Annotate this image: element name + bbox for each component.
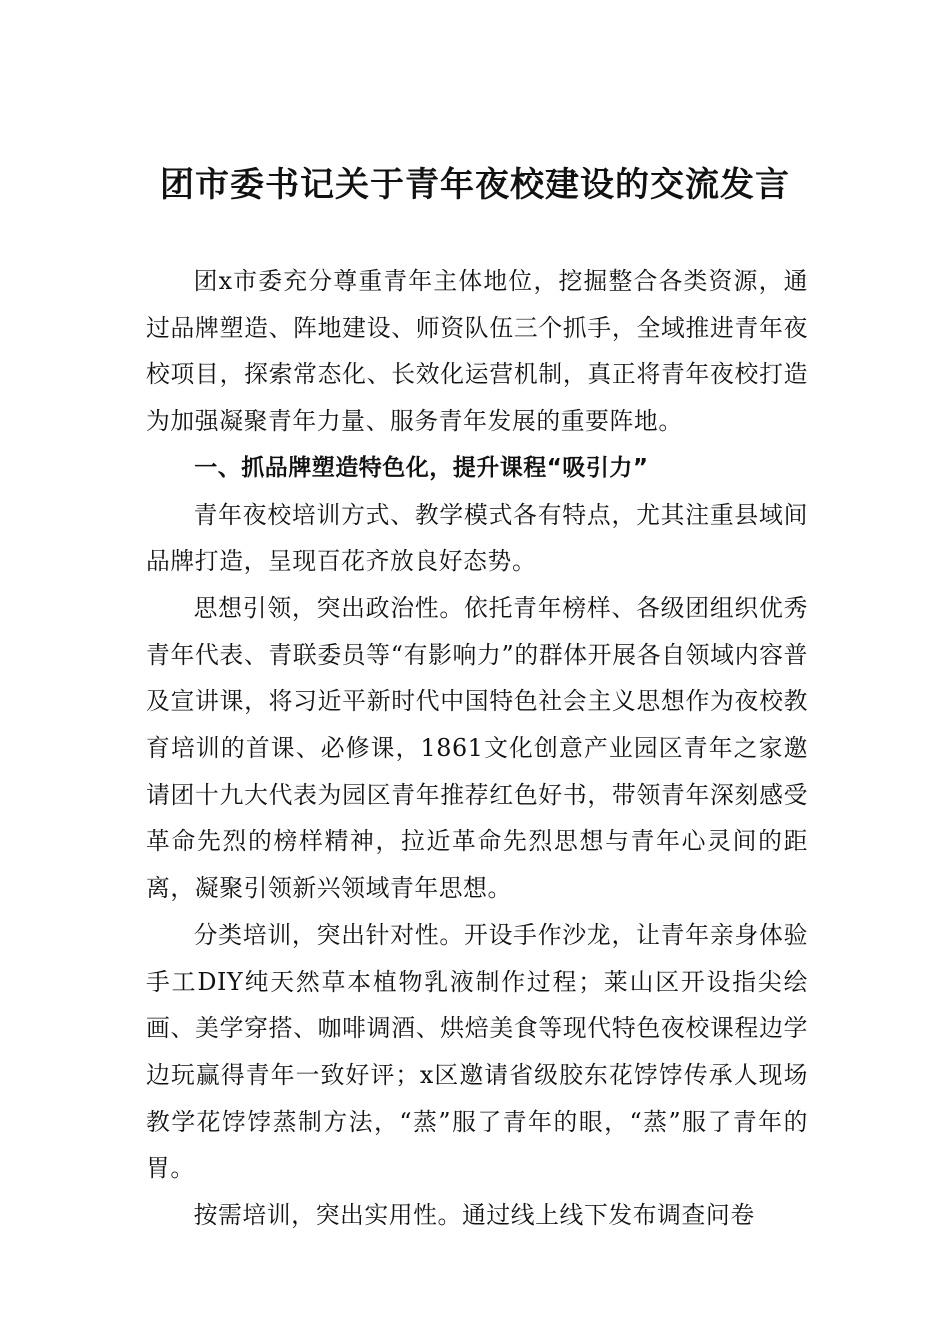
practical-paragraph: 按需培训，突出实用性。通过线上线下发布调查问卷 (193, 1201, 755, 1230)
document-body (146, 258, 808, 1239)
targeted-paragraph: 分类培训，突出针对性。开设手作沙龙，让青年亲身体验手工DIY纯天然草本植物乳液制作过程；莱山区开设指尖绘画、美学穿搭、咖啡调酒、烘焙美食等现代特色夜校课程边学边玩赢得青年一致好评；x区邀请省级胶东花饽饽传承人现场教学花饽饽蒸制方法，“蒸”服了青年的眼，“蒸”服了青年的胃。 (146, 920, 808, 1183)
political-paragraph: 思想引领，突出政治性。依托青年榜样、各级团组织优秀青年代表、青联委员等“有影响力”的群体开展各自领域内容普及宣讲课，将习近平新时代中国特色社会主义思想作为夜校教育培训的首课、必修课，1861文化创意产业园区青年之家邀请团十九大代表为园区青年推荐红色好书，带领青年深刻感受革命先烈的榜样精神，拉近革命先烈思想与青年心灵间的距离，凝聚引领新兴领域青年思想。 (146, 593, 808, 903)
document-title: 团市委书记关于青年夜校建设的交流发言 (160, 165, 790, 205)
section-lead-paragraph: 青年夜校培训方式、教学模式各有特点，尤其注重县域间品牌打造，呈现百花齐放良好态势。 (146, 500, 808, 576)
section-heading: 一、抓品牌塑造特色化，提升课程“吸引力” (194, 454, 649, 481)
intro-paragraph: 团x市委充分尊重青年主体地位，挖掘整合各类资源，通过品牌塑造、阵地建设、师资队伍三个抓手，全域推进青年夜校项目，探索常态化、长效化运营机制，真正将青年夜校打造为加强凝聚青年力量、服务青年发展的重要阵地。 (146, 267, 808, 436)
